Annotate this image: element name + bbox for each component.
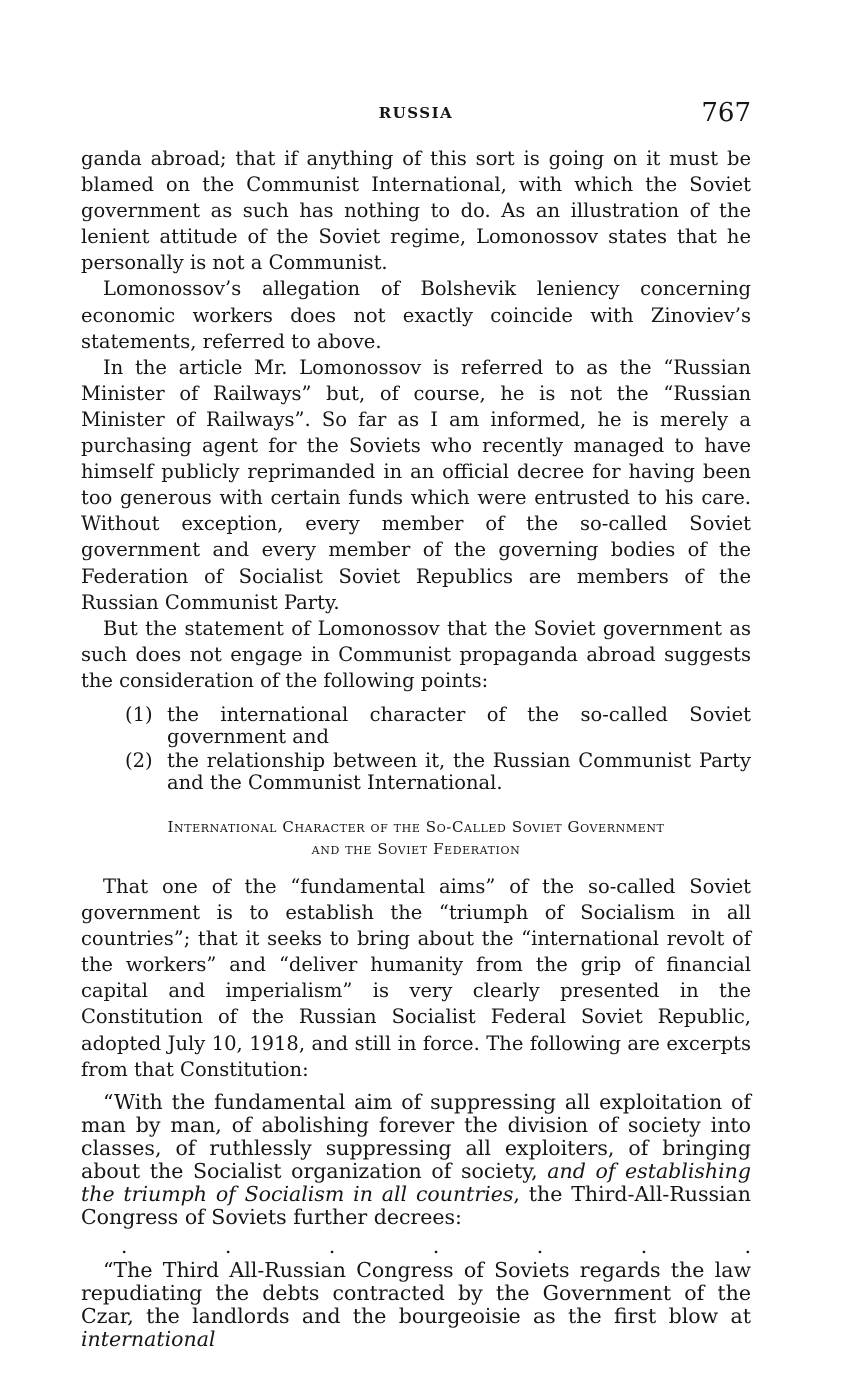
- paragraph: In the article Mr. Lomonossov is referred to as the “Russian Minister of Railways” but, of course, he is not the “Russian Minister of Railways”. So far as I am informed, he is merely a purchasing agent for the Soviets who recently managed to have himself publicly reprimanded in an official decree for having been too generous with certain funds which were entrusted to his care. Without exception, every member of the so-called Soviet government and every member of the governing bodies of the Federation of Socialist Soviet Republics are members of the Russian Communist Party.: [81, 355, 751, 614]
- ellipsis-dot: .: [224, 1233, 232, 1258]
- ellipsis-dot: .: [328, 1233, 336, 1258]
- paragraph: Lomonossov’s allegation of Bolshevik leniency concerning economic workers does not exactly coincide with Zinoviev’s statements, referred to above.: [81, 277, 751, 353]
- running-head: [81, 98, 751, 132]
- list-item-text: the relationship between it, the Russian Communist Party and the Communist International.: [167, 748, 751, 794]
- list-item-label: (2): [125, 748, 153, 772]
- ellipsis-dot: .: [536, 1233, 544, 1258]
- section-heading-line: and the Soviet Federation: [311, 839, 521, 858]
- ellipsis-dot: .: [121, 1233, 128, 1258]
- paragraph: That one of the “fundamental aims” of the so-called Soviet government is to establish the “triumph of Socialism in all countries”; that it seeks to bring about the “international revolt of the workers” and “deliver humanity from the grip of financial capital and imperialism” is very clearly presented in the Constitution of the Russian Socialist Federal Soviet Republic, adopted July 10, 1918, and still in force. The following are excerpts from that Constitution:: [81, 874, 751, 1081]
- ellipsis-dot: .: [432, 1233, 440, 1258]
- quote-paragraph: [81, 1091, 751, 1229]
- section-heading-line: International Character of the So-Called Soviet Government: [167, 817, 665, 836]
- section-heading: [81, 816, 751, 860]
- page-number: 767: [701, 98, 751, 128]
- ellipsis-row: [81, 1229, 751, 1259]
- quote-text: “The Third All-Russian Congress of Soviets regards the law repudiating the debts contracted by the Government of the Czar, the landlords and the bourgeoisie as the first blow at: [81, 1257, 751, 1328]
- quote-text: “With the fundamental aim of suppressing all exploitation of man by man, of abolishing forever the division of society into classes, of ruthlessly suppressing all exploiters, of bringing about the Socialist organization of society,: [81, 1089, 751, 1183]
- list-item: [125, 704, 751, 748]
- list-item-label: (1): [125, 702, 153, 726]
- body-text: [81, 146, 751, 1351]
- running-title: RUSSIA: [378, 104, 454, 122]
- paragraph: But the statement of Lomonossov that the Soviet government as such does not engage in Communist propaganda abroad suggests the consideration of the following points:: [81, 616, 751, 692]
- quote-emphasis: and of establishing the triumph of Socialism in all countries: [81, 1158, 752, 1206]
- ellipsis-dot: .: [640, 1233, 648, 1258]
- ellipsis-dot: .: [744, 1233, 751, 1258]
- quote-paragraph: [81, 1259, 751, 1351]
- block-quote: [81, 1091, 751, 1351]
- list-item-text: the international character of the so-called Soviet government and: [167, 702, 751, 748]
- numbered-list: [125, 704, 751, 794]
- paragraph: ganda abroad; that if anything of this sort is going on it must be blamed on the Communist International, with which the Soviet government as such has nothing to do. As an illustration of the lenient attitude of the Soviet regime, Lomonossov states that he personally is not a Communist.: [81, 147, 751, 275]
- list-item: [125, 750, 751, 794]
- quote-emphasis: international: [81, 1326, 216, 1351]
- quote-text: , the Third-All-Russian Congress of Soviets further decrees:: [81, 1181, 751, 1229]
